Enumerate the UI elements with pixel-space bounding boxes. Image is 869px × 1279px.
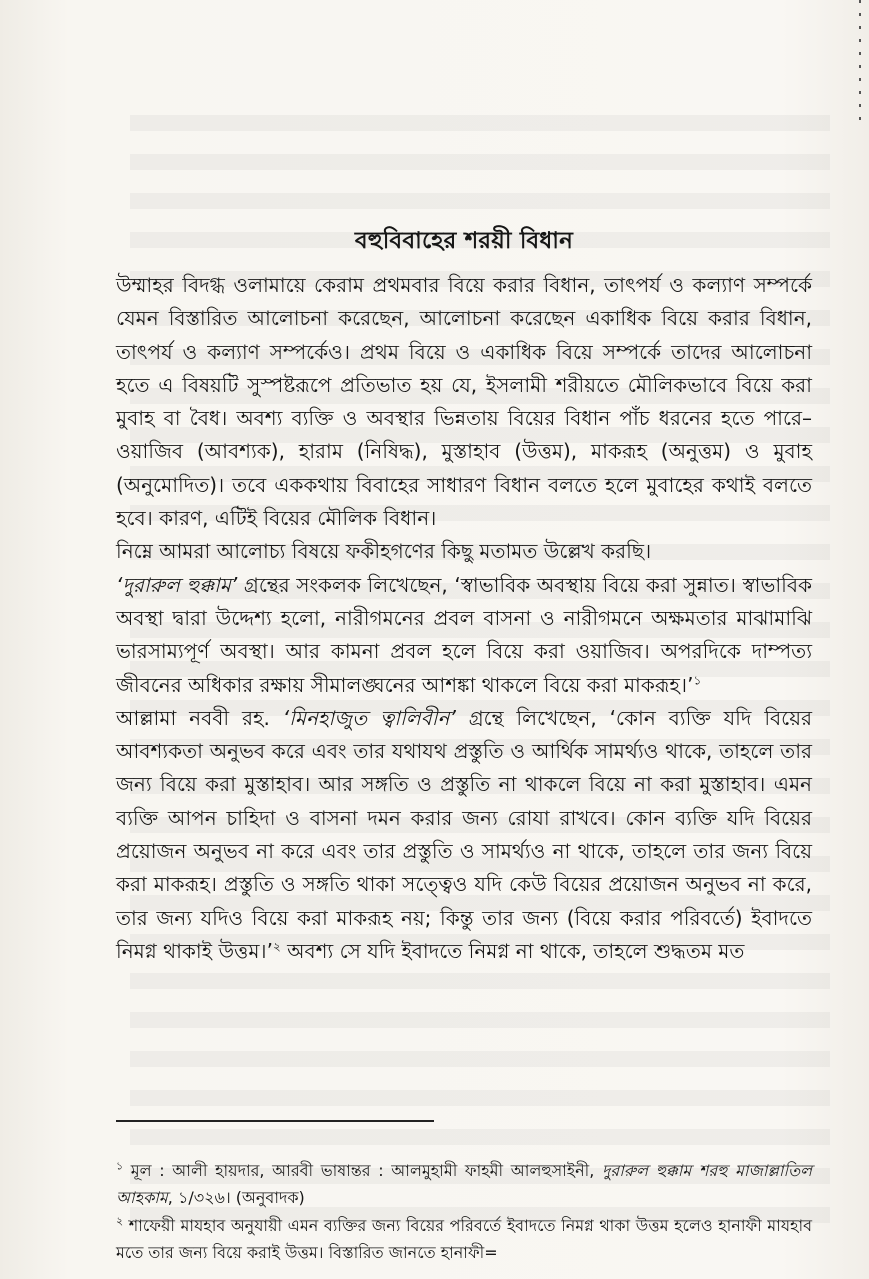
footnote-number: ১ [116, 1159, 124, 1173]
footnote-text: শাফেয়ী মাযহাব অনুযায়ী এমন ব্যক্তির জন্য বিয়ের পরিবর্তে ইবাদতে নিমগ্ন থাকা উত্তম হলেও হানাফী মাযহাব মতে তার জন্য বিয়ে করাই উত্তম। বিস্তারিত জানতে হানাফী= [116, 1216, 812, 1262]
nawawi-tail: অবশ্য সে যদি ইবাদতে নিমগ্ন না থাকে, তাহলে শুদ্ধতম মত [280, 938, 745, 963]
nawawi-quote: গ্রন্থে লিখেছেন, ‘কোন ব্যক্তি যদি বিয়ের আবশ্যকতা অনুভব করে এবং তার যথাযথ প্রস্তুতি ও আর্থিক সামর্থ্যও থাকে, তাহলে তার জন্য বিয়ে করা মুস্তাহাব। আর সঙ্গতি ও প্রস্তুতি না থাকলে বিয়ে না করা মুস্তাহাব। এমন ব্যক্তি আপন চাহিদা ও বাসনা দমন করার জন্য রোযা রাখবে। কোন ব্যক্তি যদি বিয়ের প্রয়োজন অনুভব না করে এবং তার প্রস্তুতি ও সামর্থ্যও না থাকে, তাহলে তার জন্য বিয়ে করা মাকরূহ। প্রস্তুতি ও সঙ্গতি থাকা সত্ত্বেও যদি কেউ বিয়ের প্রয়োজন অনুভব না করে, তার জন্য যদিও বিয়ে করা মাকরূহ নয়; কিন্তু তার জন্য (বিয়ে করার পরিবর্তে) ইবাদতে নিমগ্ন থাকাই উত্তম।’ [116, 705, 812, 963]
durar-quote: গ্রন্থের সংকলক লিখেছেন, ‘স্বাভাবিক অবস্থায় বিয়ে করা সুন্নাত। স্বাভাবিক অবস্থা দ্বারা উদ্দেশ্য হলো, নারীগমনের প্রবল বাসনা ও নারীগমনে অক্ষমতার মাঝামাঝি ভারসাম্যপূর্ণ অবস্থা। আর কামনা প্রবল হলে বিয়ে করা ওয়াজিব। অপরদিকে দাম্পত্য জীবনের অধিকার রক্ষায় সীমালঙ্ঘনের আশঙ্কা থাকলে বিয়ে করা মাকরূহ।’ [116, 572, 812, 697]
page-perforation [859, 0, 861, 130]
book-title-durar: ‘দুরারুল হুক্কাম’ [116, 572, 238, 597]
footnote-1 [116, 1158, 812, 1211]
nawawi-lead: আল্লামা নববী রহ. [116, 705, 283, 730]
section-title: বহুবিবাহের শরয়ী বিধান [354, 228, 574, 254]
footnote-ref-2[interactable]: ২ [272, 939, 281, 954]
footnote-number: ২ [116, 1214, 124, 1228]
paragraph-transition: নিম্নে আমরা আলোচ্য বিষয়ে ফকীহগণের কিছু মতামত উল্লেখ করছি। [116, 539, 652, 564]
footnote-ref-1[interactable]: ১ [693, 672, 702, 687]
paragraph-nawawi [116, 702, 812, 968]
paragraph-durar [116, 569, 812, 702]
footnote-divider [116, 1120, 434, 1122]
footnote-tail: , ১/৩২৬। (অনুবাদক) [167, 1187, 305, 1207]
book-title-minhaj: ‘মিনহাজুত ত্বালিবীন’ [282, 705, 456, 730]
footnote-book-title: দুরারুল হুক্কাম শরহু মাজাল্লাতিল আহকাম [116, 1161, 813, 1207]
footnote-text: মূল : আলী হায়দার, আরবী ভাষান্তর : আলমুহামী ফাহমী আলহুসাইনী, [123, 1161, 602, 1180]
footnote-2 [116, 1213, 812, 1266]
footnotes [116, 1158, 812, 1268]
paragraph-intro: উম্মাহর বিদগ্ধ ওলামায়ে কেরাম প্রথমবার বিয়ে করার বিধান, তাৎপর্য ও কল্যাণ সম্পর্কে যেমন বিস্তারিত আলোচনা করেছেন, আলোচনা করেছেন একাধিক বিয়ে করার বিধান, তাৎপর্য ও কল্যাণ সম্পর্কেও। প্রথম বিয়ে ও একাধিক বিয়ে সম্পর্কে তাদের আলোচনা হতে এ বিষয়টি সুস্পষ্টরূপে প্রতিভাত হয় যে, ইসলামী শরীয়তে মৌলিকভাবে বিয়ে করা মুবাহ বা বৈধ। অবশ্য ব্যক্তি ও অবস্থার ভিন্নতায় বিয়ের বিধান পাঁচ ধরনের হতে পারে–ওয়াজিব (আবশ্যক), হারাম (নিষিদ্ধ), মুস্তাহাব (উত্তম), মাকরূহ (অনুত্তম) ও মুবাহ (অনুমোদিত)। তবে এককথায় বিবাহের সাধারণ বিধান বলতে হলে মুবাহের কথাই বলতে হবে। কারণ, এটিই বিয়ের মৌলিক বিধান। [116, 273, 812, 531]
main-content [116, 222, 812, 968]
